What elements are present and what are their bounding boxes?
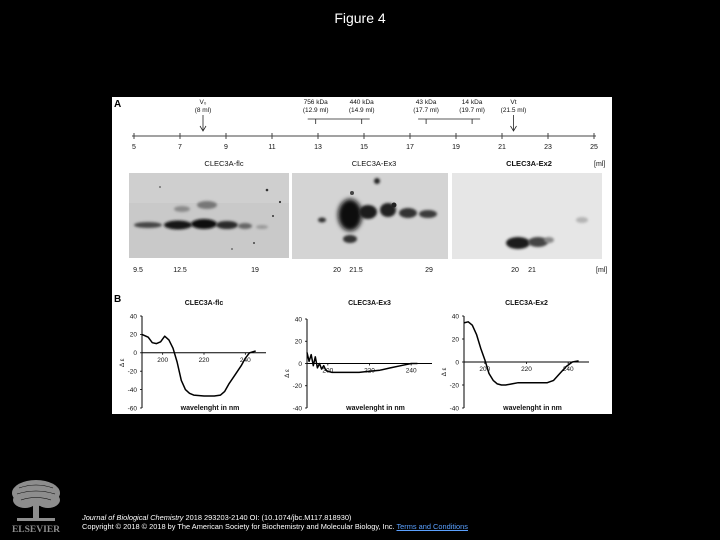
figure-graphic — [112, 97, 612, 414]
blot-ex3-label-2: 21.5 — [349, 267, 363, 274]
ml-unit-label-bottom: [ml] — [596, 267, 608, 274]
blot-ex2-label-2: 21 — [528, 267, 536, 274]
blot-flc-label-1: 9.5 — [133, 267, 143, 274]
cd-x-tick-label: 240 — [405, 367, 417, 375]
cd-y-tick-label: -60 — [127, 405, 137, 413]
cd-x-tick-label: 200 — [157, 356, 169, 364]
cd-x-tick-label: 200 — [479, 366, 491, 373]
blot-title-ex3: CLEC3A-Ex3 — [351, 159, 397, 168]
blot-image-ex3 — [292, 173, 448, 259]
cd-y-axis-label: Δ ε — [441, 367, 448, 377]
cd-y-axis-label: Δ ε — [284, 369, 291, 378]
blot-ex3-label-1: 20 — [333, 267, 341, 274]
cd-x-tick-label: 220 — [198, 356, 210, 364]
blot-image-flc — [129, 173, 289, 258]
marker-label: Vt — [510, 99, 517, 106]
blot-flc-label-3: 19 — [251, 267, 259, 274]
cd-x-tick-label: 200 — [322, 367, 334, 375]
blot-image-ex2 — [452, 173, 602, 259]
size-markers — [195, 99, 527, 131]
ml-scale-tick-label: 19 — [452, 144, 460, 151]
ml-scale-tick-label: 21 — [498, 144, 506, 151]
cd-y-tick-label: -20 — [449, 382, 459, 390]
marker-label: 43 kDa — [415, 99, 437, 106]
cd-y-tick-label: 0 — [133, 350, 137, 358]
cd-x-axis-label: wavelenght in nm — [346, 405, 405, 412]
cd-spectra-plots — [119, 300, 589, 412]
publisher-name: ELSEVIER — [11, 525, 61, 535]
marker-volume-label: (21.5 ml) — [500, 107, 527, 114]
cd-y-tick-label: 40 — [451, 313, 459, 321]
ml-scale-tick-label: 15 — [360, 144, 368, 151]
cd-y-tick-label: 40 — [129, 313, 137, 321]
panel-b-label: B — [114, 294, 122, 305]
copyright-text: Copyright © 2018 © 2018 by The American Society for Biochemistry and Molecular Biology, Inc. — [82, 521, 397, 531]
elsevier-logo — [5, 478, 67, 536]
ml-scale-tick-label: 17 — [406, 144, 414, 151]
cd-plot — [119, 300, 266, 412]
ml-scale-tick-label: 5 — [132, 144, 136, 151]
figure-title: Figure 4 — [334, 10, 386, 26]
cd-plot-title: CLEC3A-Ex2 — [505, 300, 548, 307]
cd-y-axis-label: Δ ε — [119, 358, 126, 368]
cd-y-tick-label: 40 — [294, 316, 302, 324]
figure-panel — [112, 97, 612, 414]
ml-scale-tick-label: 13 — [314, 144, 322, 151]
ml-scale-tick-label: 23 — [544, 144, 552, 151]
ml-unit-label-top: [ml] — [594, 161, 606, 168]
cd-plot-title: CLEC3A-Ex3 — [348, 300, 391, 307]
citation-details: 2018 293203-2140 OI: (10.1074/jbc.M117.818930) — [183, 513, 352, 522]
cd-x-axis-label: wavelenght in nm — [503, 405, 562, 412]
blot-title-ex2: CLEC3A-Ex2 — [506, 159, 552, 168]
cd-y-tick-label: 0 — [298, 360, 302, 368]
cd-y-tick-label: 20 — [451, 336, 459, 344]
cd-plot — [284, 300, 432, 412]
ml-scale-tick-label: 9 — [224, 144, 228, 151]
cd-x-tick-label: 240 — [562, 366, 574, 373]
cd-y-tick-label: 20 — [129, 331, 137, 339]
marker-volume-label: (14.9 ml) — [348, 107, 375, 114]
cd-plot-title: CLEC3A-flc — [184, 300, 224, 307]
blot-flc-label-2: 12.5 — [173, 267, 187, 274]
ml-scale-tick-label: 25 — [590, 144, 598, 151]
cd-x-tick-label: 220 — [521, 366, 532, 373]
cd-plot — [441, 300, 589, 412]
blot-ex3-label-3: 29 — [425, 267, 433, 274]
cd-x-axis-label: wavelenght in nm — [180, 405, 240, 412]
cd-y-tick-label: -20 — [292, 383, 302, 391]
ml-scale-tick-label: 7 — [178, 144, 182, 151]
cd-y-tick-label: -40 — [127, 386, 137, 394]
cd-y-tick-label: -40 — [449, 405, 459, 413]
marker-volume-label: (19.7 ml) — [459, 107, 485, 114]
panel-a-label: A — [114, 99, 122, 110]
cd-y-tick-label: -20 — [127, 368, 137, 376]
cd-x-tick-label: 220 — [364, 367, 375, 375]
blot-ex2-label-1: 20 — [511, 267, 519, 274]
cd-spectrum-line — [142, 334, 256, 396]
marker-volume-label: (17.7 ml) — [413, 107, 439, 114]
cd-y-tick-label: 0 — [455, 359, 459, 367]
marker-volume-label: (12.9 ml) — [302, 107, 329, 114]
marker-label: 756 kDa — [303, 99, 328, 106]
cd-y-tick-label: -40 — [292, 405, 302, 413]
cd-spectrum-line — [464, 322, 579, 385]
ml-scale-tick-label: 11 — [268, 144, 276, 151]
marker-label: 440 kDa — [349, 99, 374, 106]
cd-x-tick-label: 240 — [239, 356, 251, 364]
citation-block — [82, 514, 542, 531]
marker-label: V₀ — [199, 99, 207, 106]
marker-label: 14 kDa — [461, 99, 483, 106]
journal-name: Journal of Biological Chemistry — [82, 513, 184, 522]
marker-volume-label: (8 ml) — [194, 107, 212, 114]
blot-title-flc: CLEC3A-flc — [204, 159, 244, 168]
terms-link[interactable]: Terms and Conditions — [396, 521, 468, 531]
cd-y-tick-label: 20 — [294, 338, 302, 346]
